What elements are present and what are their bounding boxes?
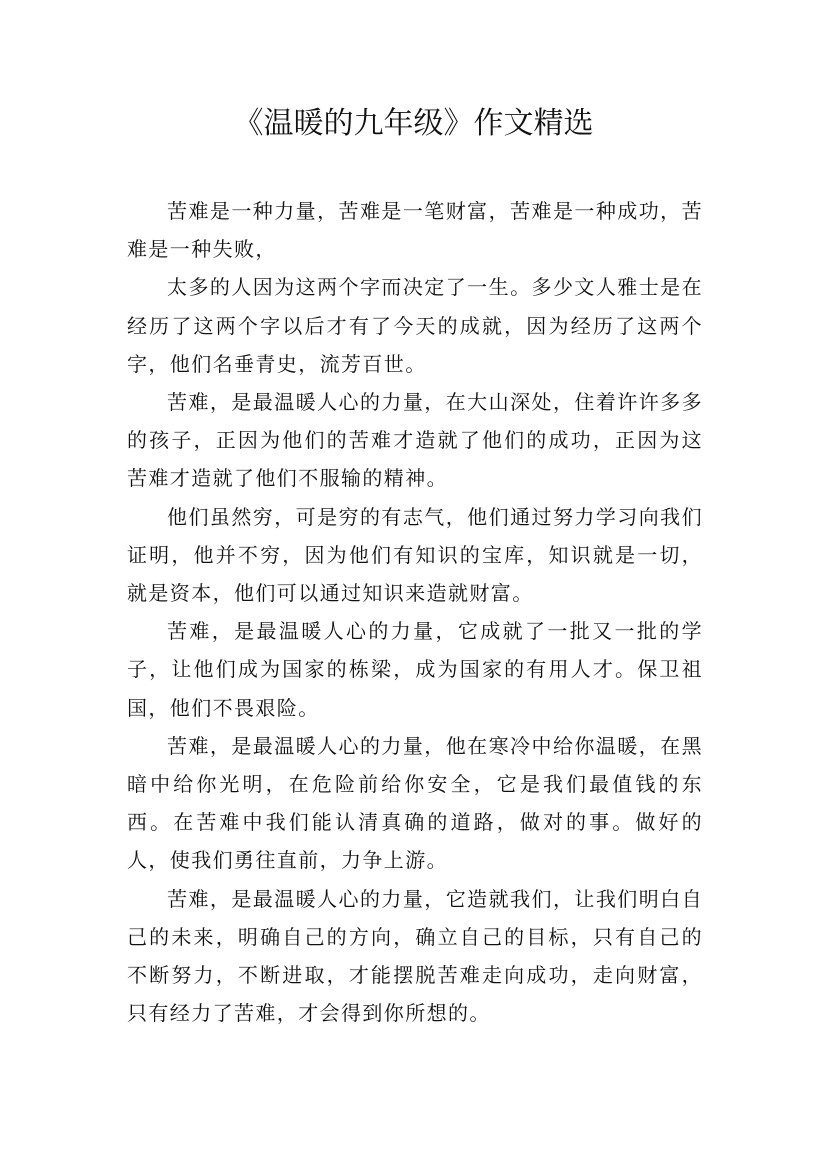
paragraph-4: 他们虽然穷，可是穷的有志气，他们通过努力学习向我们证明，他并不穷，因为他们有知识的宝库，知识就是一切，就是资本，他们可以通过知识来造就财富。: [127, 504, 703, 606]
paragraph-6: 苦难，是最温暖人心的力量，他在寒冷中给你温暖，在黑暗中给你光明，在危险前给你安全，它是我们最值钱的东西。在苦难中我们能认清真确的道路，做对的事。做好的人，使我们勇往直前，力争上游。: [127, 733, 703, 873]
paragraph-7: 苦难，是最温暖人心的力量，它造就我们，让我们明白自己的未来，明确自己的方向，确立自己的目标，只有自己的不断努力，不断进取，才能摆脱苦难走向成功，走向财富，只有经力了苦难，才会得到你所想的。: [127, 886, 703, 1026]
paragraph-3: 苦难，是最温暖人心的力量，在大山深处，住着许许多多的孩子，正因为他们的苦难才造就了他们的成功，正因为这苦难才造就了他们不服输的精神。: [127, 390, 703, 491]
paragraph-5: 苦难，是最温暖人心的力量，它成就了一批又一批的学子，让他们成为国家的栋梁，成为国家的有用人才。保卫祖国，他们不畏艰险。: [127, 619, 703, 720]
document-title: 《温暖的九年级》作文精选: [233, 106, 594, 141]
paragraph-2: 太多的人因为这两个字而决定了一生。多少文人雅士是在经历了这两个字以后才有了今天的成就，因为经历了这两个字，他们名垂青史，流芳百世。: [127, 275, 703, 376]
paragraph-1: 苦难是一种力量，苦难是一笔财富，苦难是一种成功，苦难是一种失败，: [127, 199, 703, 262]
document-body: [127, 192, 703, 1032]
